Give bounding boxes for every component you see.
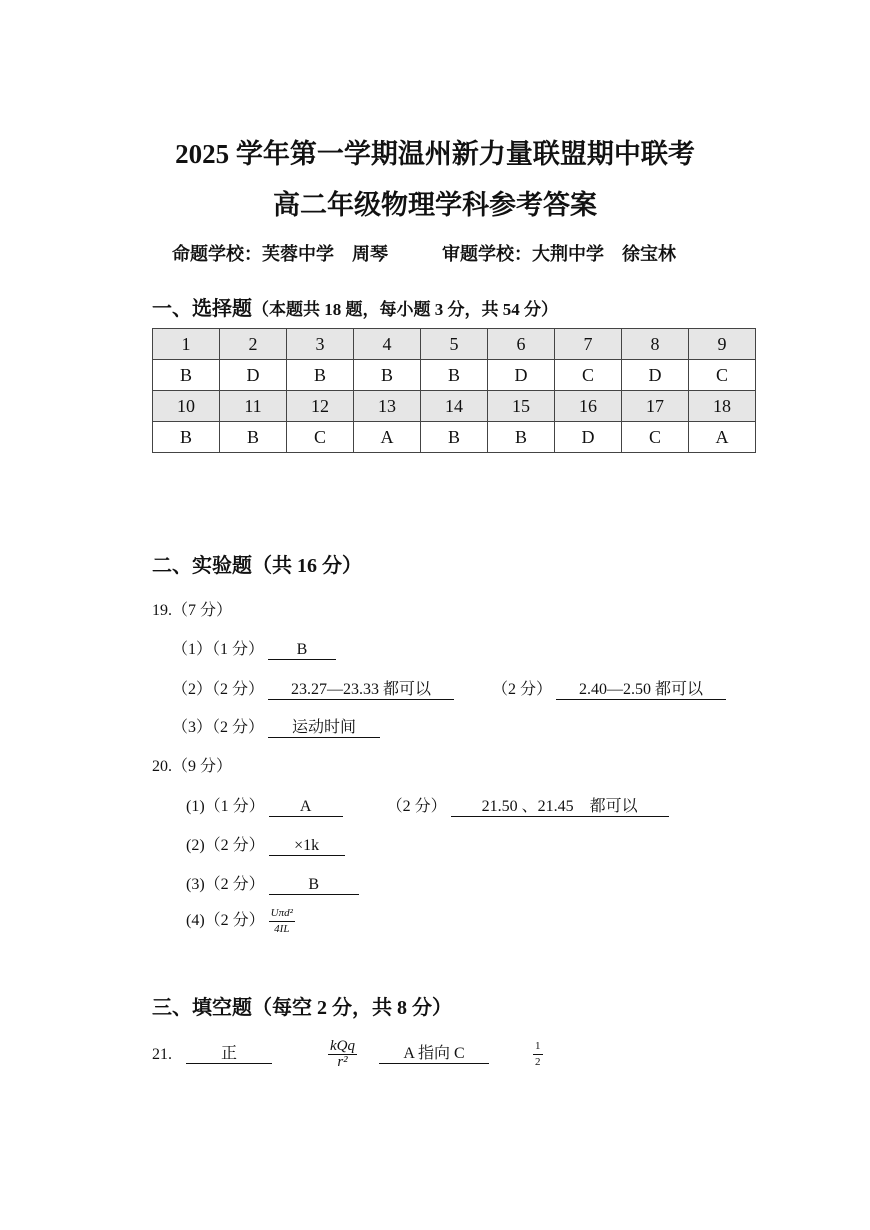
- table-answer-row: [153, 360, 756, 391]
- answer-cell: D: [488, 360, 555, 391]
- q21-formula-numerator: kQq: [330, 1038, 355, 1054]
- q20-part2: [186, 832, 345, 856]
- question-number-cell: 6: [488, 329, 555, 360]
- question-number-cell: 2: [220, 329, 287, 360]
- q19-p1-answer: B: [268, 641, 336, 660]
- q20-part4: [186, 906, 295, 937]
- table-header-row: [153, 329, 756, 360]
- answer-cell: D: [555, 422, 622, 453]
- q21-label: 21.: [152, 1045, 172, 1063]
- q20-p2-prefix: (2)（2 分）: [186, 837, 265, 854]
- answer-cell: B: [488, 422, 555, 453]
- section2-heading: 二、实验题（共 16 分）: [152, 555, 362, 577]
- q21-field-formula: [328, 1039, 357, 1070]
- q19-p3-prefix: （3）（2 分）: [172, 719, 265, 736]
- q19-p3-answer: 运动时间: [268, 719, 380, 738]
- q20-p1-answer2: 21.50 、21.45 都可以: [451, 798, 669, 817]
- q19-p1-prefix: （1）（1 分）: [172, 641, 265, 658]
- section1-note: （本题共 18 题，每小题 3 分，共 54 分）: [252, 300, 558, 319]
- answer-cell: B: [354, 360, 421, 391]
- question-number-cell: 4: [354, 329, 421, 360]
- q19-part3: [172, 714, 380, 738]
- q21-fraction-denominator: 2: [535, 1056, 541, 1068]
- answer-cell: C: [555, 360, 622, 391]
- table-answer-row: [153, 422, 756, 453]
- q20-p4-formula-denominator: 4IL: [274, 923, 290, 935]
- question-number-cell: 15: [488, 391, 555, 422]
- q21-answer3: A 指向 C: [379, 1045, 489, 1064]
- q20-p1-prefix2: （2 分）: [386, 798, 447, 815]
- answer-cell: B: [220, 422, 287, 453]
- q21-line: [152, 1039, 543, 1070]
- question-number-cell: 1: [153, 329, 220, 360]
- question-number-cell: 18: [689, 391, 756, 422]
- q20-p4-formula-numerator: Uπd²: [269, 906, 295, 922]
- answer-cell: B: [287, 360, 354, 391]
- q20-label: 20.（9 分）: [152, 758, 233, 775]
- question-number-cell: 5: [421, 329, 488, 360]
- answer-cell: D: [622, 360, 689, 391]
- author-line: 命题学校：芙蓉中学 周琴 审题学校：大荆中学 徐宝林: [172, 244, 676, 264]
- q19-p2-prefix2: （2 分）: [492, 681, 553, 698]
- answer-cell: B: [153, 422, 220, 453]
- q19-part1: [172, 636, 336, 660]
- table-header-row: [153, 391, 756, 422]
- q19-label: 19.（7 分）: [152, 602, 233, 619]
- choice-answer-table: [152, 328, 756, 453]
- q19-part2: [172, 676, 726, 700]
- question-number-cell: 16: [555, 391, 622, 422]
- q21-fraction: [533, 1039, 543, 1070]
- answer-cell: C: [622, 422, 689, 453]
- answer-cell: D: [220, 360, 287, 391]
- answer-cell: A: [354, 422, 421, 453]
- section1-title: 一、选择题: [152, 298, 252, 320]
- question-number-cell: 14: [421, 391, 488, 422]
- answer-cell: B: [153, 360, 220, 391]
- question-number-cell: 12: [287, 391, 354, 422]
- question-number-cell: 10: [153, 391, 220, 422]
- answer-cell: C: [287, 422, 354, 453]
- section1-heading: [152, 292, 558, 321]
- question-number-cell: 11: [220, 391, 287, 422]
- answer-cell: C: [689, 360, 756, 391]
- q20-p2-answer: ×1k: [269, 837, 345, 856]
- question-number-cell: 9: [689, 329, 756, 360]
- q20-p3-prefix: (3)（2 分）: [186, 876, 265, 893]
- q19-p2-answer2: 2.40—2.50 都可以: [556, 681, 726, 700]
- question-number-cell: 7: [555, 329, 622, 360]
- q19-p2-answer: 23.27—23.33 都可以: [268, 681, 454, 700]
- q20-part3: [186, 871, 359, 895]
- q19-p2-prefix: （2）（2 分）: [172, 681, 265, 698]
- q21-answer1: 正: [186, 1045, 272, 1064]
- document-subtitle: 高二年级物理学科参考答案: [273, 190, 597, 220]
- q20-p1-prefix: (1)（1 分）: [186, 798, 265, 815]
- q20-p4-prefix: (4)（2 分）: [186, 912, 265, 930]
- question-number-cell: 3: [287, 329, 354, 360]
- document-title: 2025 学年第一学期温州新力量联盟期中联考: [175, 139, 695, 169]
- question-number-cell: 17: [622, 391, 689, 422]
- q20-p3-answer: B: [269, 876, 359, 895]
- answer-cell: B: [421, 360, 488, 391]
- answer-cell: A: [689, 422, 756, 453]
- q20-part1: [186, 793, 669, 817]
- q21-fraction-numerator: 1: [533, 1039, 543, 1055]
- q20-p1-answer: A: [269, 798, 343, 817]
- section3-heading: 三、填空题（每空 2 分，共 8 分）: [152, 997, 452, 1019]
- q21-formula-denominator: r²: [337, 1054, 348, 1070]
- answer-cell: B: [421, 422, 488, 453]
- q20-p4-formula: [269, 906, 295, 937]
- question-number-cell: 13: [354, 391, 421, 422]
- question-number-cell: 8: [622, 329, 689, 360]
